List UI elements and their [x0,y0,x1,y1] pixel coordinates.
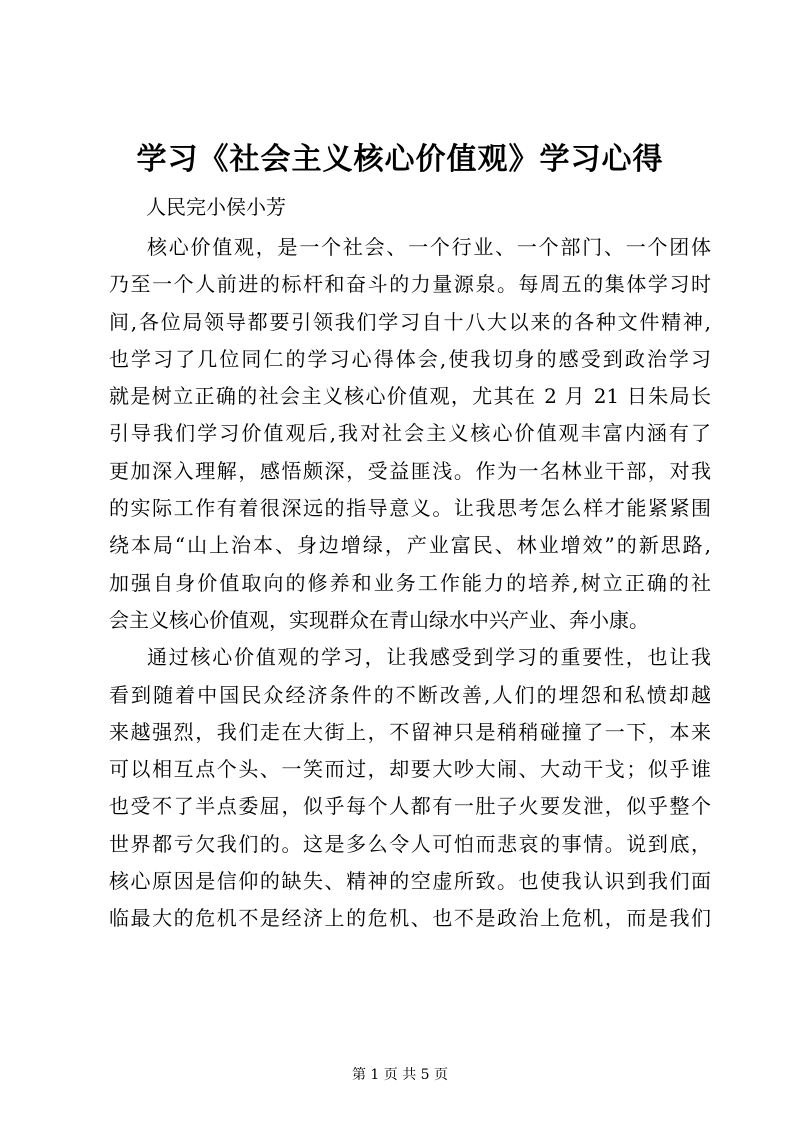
text-line: 也受不了半点委屈，似乎每个人都有一肚子火要发泄，似乎整个 [109,794,711,819]
text-line: 来越强烈，我们走在大街上，不留神只是稍稍碰撞了一下，本来 [109,719,711,744]
text-line: 绕本局“山上治本、身边增绿，产业富民、林业增效”的新思路, [109,533,711,558]
text-line: 会主义核心价值观，实现群众在青山绿水中兴产业、奔小康。 [109,607,649,632]
document-title: 学习《社会主义核心价值观》学习心得 [136,142,664,177]
text-line: 临最大的危机不是经济上的危机、也不是政治上危机，而是我们 [109,906,711,931]
text-line: 世界都亏欠我们的。这是多么令人可怕而悲哀的事情。说到底， [109,831,711,856]
paragraph-2 [109,639,711,937]
text-line: 核心价值观，是一个社会、一个行业、一个部门、一个团体 [147,235,711,259]
text-line: 也学习了几位同仁的学习心得体会,使我切身的感受到政治学习 [109,346,711,371]
text-line: 加强自身价值取向的修养和业务工作能力的培养,树立正确的社 [109,570,711,595]
paragraph-1 [109,229,711,639]
document-body [109,229,711,938]
text-line: 看到随着中国民众经济条件的不断改善,人们的埋怨和私愤却越 [109,682,711,707]
text-line: 通过核心价值观的学习，让我感受到学习的重要性，也让我 [147,645,711,670]
text-line: 的实际工作有着很深远的指导意义。让我思考怎么样才能紧紧围 [109,496,711,521]
text-line: 乃至一个人前进的标杆和奋斗的力量源泉。每周五的集体学习时 [109,272,711,297]
text-line: 可以相互点个头、一笑而过，却要大吵大闹、大动干戈；似乎谁 [109,757,711,782]
text-line: 就是树立正确的社会主义核心价值观，尤其在 2 月 21 日朱局长 [109,384,711,409]
text-line: 引导我们学习价值观后,我对社会主义核心价值观丰富内涵有了 [109,421,711,446]
page-number-footer: 第 1 页 共 5 页 [351,1067,449,1083]
text-line: 核心原因是信仰的缺失、精神的空虚所致。也使我认识到我们面 [109,869,711,894]
text-line: 间,各位局领导都要引领我们学习自十八大以来的各种文件精神, [109,309,711,334]
author-name: 人民完小侯小芳 [146,195,286,219]
text-line: 更加深入理解，感悟颇深，受益匪浅。作为一名林业干部，对我 [109,458,711,483]
